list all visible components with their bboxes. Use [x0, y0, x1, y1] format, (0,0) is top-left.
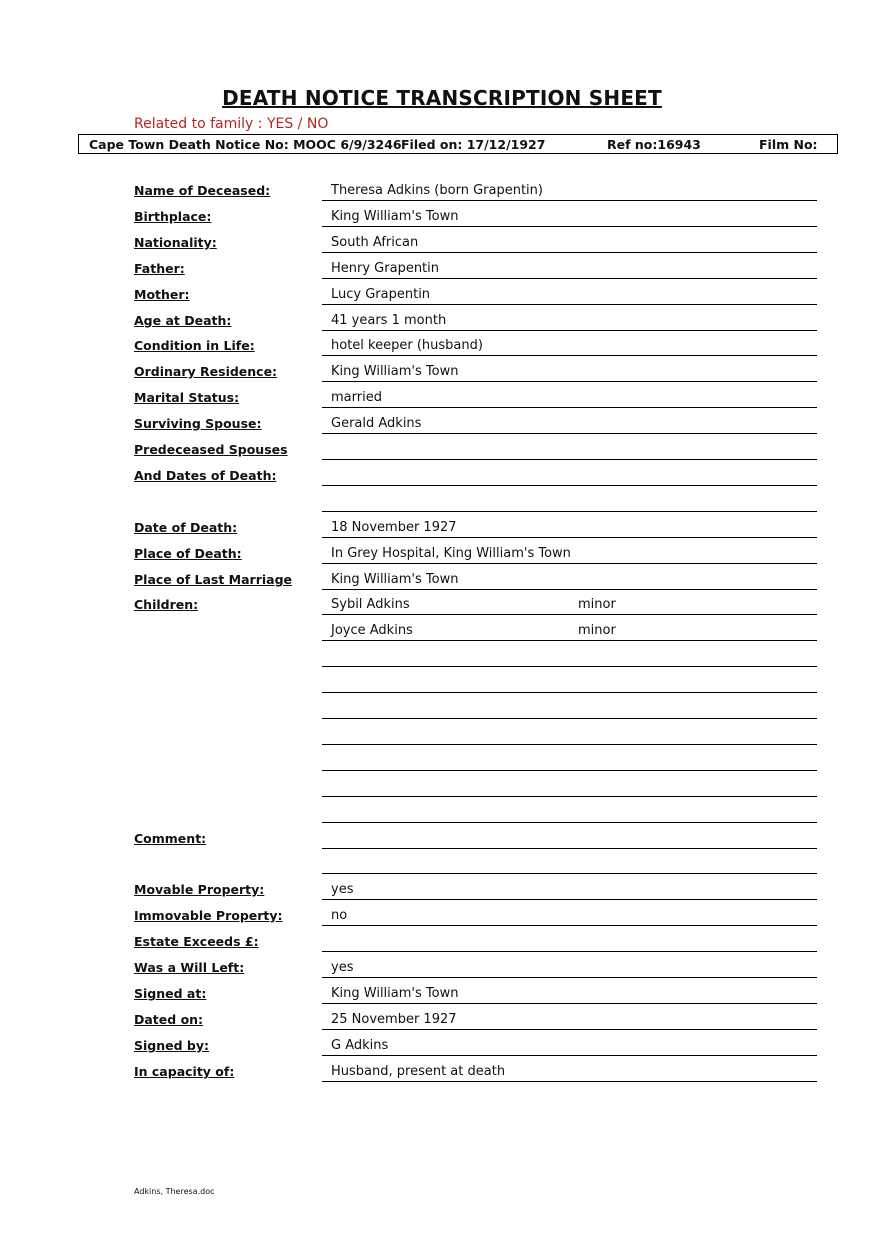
field-underline [322, 718, 817, 719]
field-label: Children: [134, 597, 199, 612]
field-value: King William's Town [331, 209, 459, 224]
field-underline [322, 614, 817, 615]
field-label: Ordinary Residence: [134, 364, 278, 379]
field-value: Sybil Adkins [331, 597, 410, 612]
field-underline [322, 925, 817, 926]
field-value: G Adkins [331, 1038, 389, 1053]
field-underline [322, 304, 817, 305]
field-underline [322, 355, 817, 356]
field-underline [322, 330, 817, 331]
field-value: 18 November 1927 [331, 520, 457, 535]
field-underline [322, 200, 817, 201]
field-underline [322, 459, 817, 460]
file-name-footer: Adkins, Theresa.doc [134, 1187, 215, 1196]
field-label: Marital Status: [134, 390, 240, 405]
ref-number: Ref no:16943 [607, 137, 701, 152]
notice-number: Cape Town Death Notice No: MOOC 6/9/3246 [89, 137, 402, 152]
field-underline [322, 433, 817, 434]
field-label: Nationality: [134, 235, 217, 250]
field-label: Place of Death: [134, 546, 242, 561]
field-label: Birthplace: [134, 209, 212, 224]
field-value: Husband, present at death [331, 1064, 506, 1079]
field-label: Predeceased Spouses [134, 442, 288, 457]
field-label: Age at Death: [134, 313, 232, 328]
field-underline [322, 1003, 817, 1004]
field-underline [322, 822, 817, 823]
field-value: Lucy Grapentin [331, 287, 431, 302]
field-value: hotel keeper (husband) [331, 338, 483, 353]
field-underline [322, 537, 817, 538]
field-underline [322, 796, 817, 797]
field-value: 41 years 1 month [331, 313, 447, 328]
field-label: Comment: [134, 831, 207, 846]
page-title: DEATH NOTICE TRANSCRIPTION SHEET [222, 86, 662, 110]
field-underline [322, 977, 817, 978]
field-underline [322, 1055, 817, 1056]
field-underline [322, 744, 817, 745]
field-value: King William's Town [331, 572, 459, 587]
field-underline [322, 381, 817, 382]
field-underline [322, 485, 817, 486]
field-underline [322, 252, 817, 253]
field-underline [322, 873, 817, 874]
field-underline [322, 226, 817, 227]
field-label: Mother: [134, 287, 190, 302]
field-label: Dated on: [134, 1012, 204, 1027]
field-label: Condition in Life: [134, 338, 255, 353]
field-label: Estate Exceeds £: [134, 934, 259, 949]
field-value: Gerald Adkins [331, 416, 422, 431]
field-label: In capacity of: [134, 1064, 235, 1079]
field-label: Immovable Property: [134, 908, 283, 923]
field-value: In Grey Hospital, King William's Town [331, 546, 571, 561]
field-value: South African [331, 235, 419, 250]
field-underline [322, 666, 817, 667]
field-underline [322, 511, 817, 512]
field-label: Signed by: [134, 1038, 210, 1053]
field-underline [322, 640, 817, 641]
filed-on: Filed on: 17/12/1927 [401, 137, 546, 152]
field-label: Date of Death: [134, 520, 238, 535]
field-note: minor [578, 623, 616, 638]
field-label: Movable Property: [134, 882, 265, 897]
notice-header-box [78, 134, 838, 154]
field-label: Signed at: [134, 986, 207, 1001]
field-note: minor [578, 597, 616, 612]
field-value: King William's Town [331, 986, 459, 1001]
field-value: Joyce Adkins [331, 623, 413, 638]
field-underline [322, 692, 817, 693]
field-value: 25 November 1927 [331, 1012, 457, 1027]
field-value: yes [331, 882, 354, 897]
field-value: yes [331, 960, 354, 975]
film-number: Film No: [759, 137, 818, 152]
field-value: no [331, 908, 348, 923]
field-value: King William's Town [331, 364, 459, 379]
field-underline [322, 899, 817, 900]
field-underline [322, 1081, 817, 1082]
field-underline [322, 951, 817, 952]
field-underline [322, 1029, 817, 1030]
field-underline [322, 278, 817, 279]
related-to-family: Related to family : YES / NO [134, 116, 329, 132]
field-label: Name of Deceased: [134, 183, 271, 198]
field-underline [322, 770, 817, 771]
field-label: Father: [134, 261, 185, 276]
field-label: And Dates of Death: [134, 468, 277, 483]
field-underline [322, 407, 817, 408]
field-label: Surviving Spouse: [134, 416, 262, 431]
field-underline [322, 563, 817, 564]
field-label: Place of Last Marriage [134, 572, 293, 587]
field-underline [322, 848, 817, 849]
field-value: Henry Grapentin [331, 261, 440, 276]
field-label: Was a Will Left: [134, 960, 245, 975]
field-value: Theresa Adkins (born Grapentin) [331, 183, 543, 198]
field-value: married [331, 390, 382, 405]
field-underline [322, 589, 817, 590]
